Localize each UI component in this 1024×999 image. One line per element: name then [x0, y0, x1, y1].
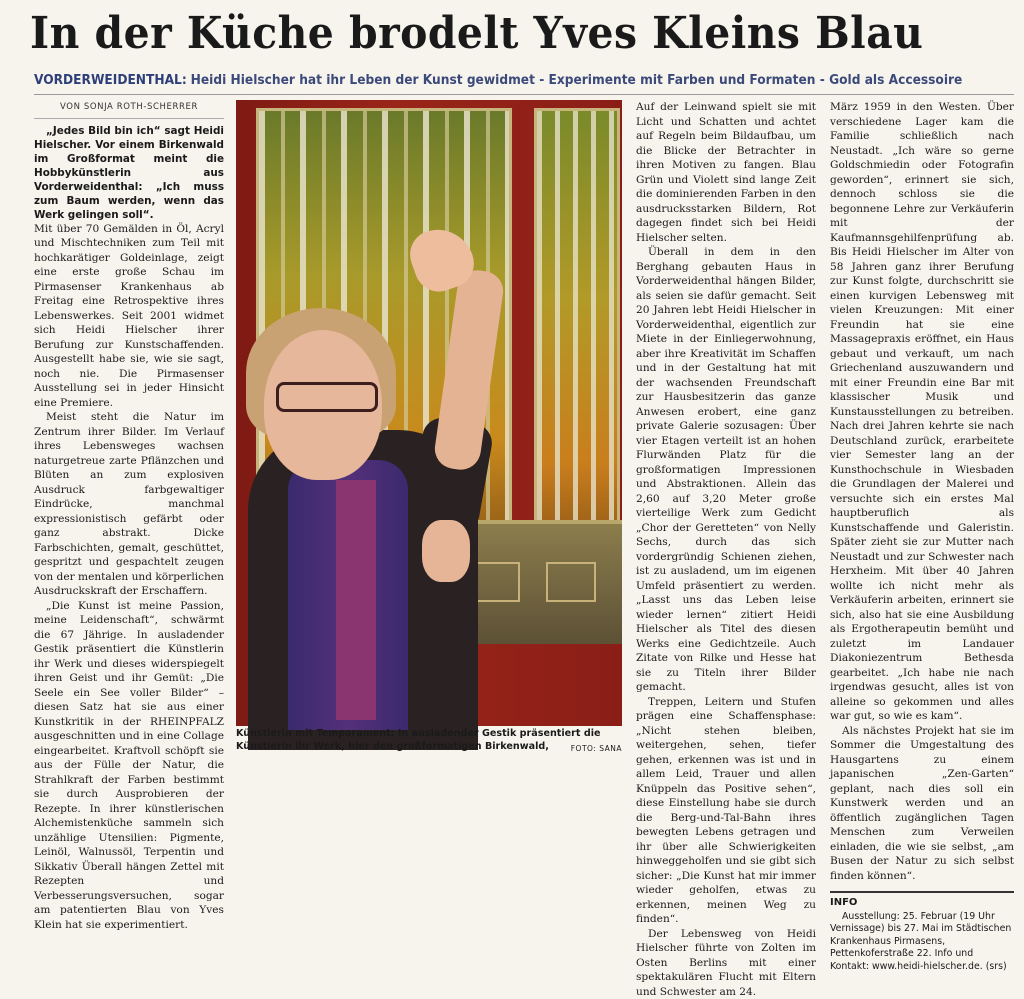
photo-caption	[236, 728, 622, 755]
artist-glasses	[276, 382, 378, 412]
col3-paragraph-4: Der Lebensweg von Heidi Hielscher führte von Zolten im Osten Berlins mit einer spektakulären Flucht mit Eltern und Schwester am 24.	[636, 927, 816, 999]
painting-birch-forest-right	[534, 108, 620, 584]
article-photo	[236, 100, 622, 726]
column-1	[34, 100, 224, 760]
column-4	[830, 100, 1014, 770]
artist-fist	[422, 520, 470, 582]
col1-paragraph-3: „Die Kunst ist meine Passion, meine Leidenschaft“, schwärmt die 67 Jährige. In ausladender Gestik präsentiert die Künstlerin ihr Werk und dieses widerspiegelt ihren Geist und ihr Gemüt: „Die Seele ein See voller Bilder“ – diesen Satz hat sie aus einer Kunstkritik in der RHEINPFALZ ausgeschnitten und in eine Collage eingearbeitet. Kraftvoll schöpft sie aus der Fülle der Natur, die Strahlkraft der Farben bestimmt sie durch Ausprobieren der Rezepte. In ihrer künstlerischen Alchemistenküche sammeln sich unzählige Utensilien: Pigmente, Leinöl, Walnussöl, Terpentin und Sikkativ Überall hängen Zettel mit Rezepten und Verbesserungsversuchen, sogar am patentierten Blau von Yves Klein hat sie experimentiert.	[34, 599, 224, 933]
info-heading: INFO	[830, 891, 1014, 911]
kicker-place: VORDERWEIDENTHAL:	[34, 73, 187, 88]
col1-paragraph-1: Mit über 70 Gemälden in Öl, Acryl und Mischtechniken zum Teil mit hochkarätiger Goldeinlage, zeigt eine erste große Schau im Pirmasenser Krankenhaus ab Freitag eine Retrospektive ihres Lebenswerkes. Seit 2001 widmet sich Heidi Hielscher ihrer Berufung zur Kunstschaffenden. Ausgestellt habe sie, wie sie sagt, noch nie. Die Pirmasenser Ausstellung sei in jeder Hinsicht eine Premiere.	[34, 222, 224, 411]
kicker-text: Heidi Hielscher hat ihr Leben der Kunst gewidmet - Experimente mit Farben und Formaten - Gold als Accessoire	[191, 73, 963, 88]
painting-gold-panel	[456, 520, 622, 644]
col4-paragraph-1: März 1959 in den Westen. Über verschiedene Lager kam die Familie schließlich nach Neustadt. „Ich wäre so gerne Goldschmiedin oder Fotografin geworden“, erinnert sie sich, dennoch schloss sie die begonnene Lehre zur Verkäuferin mit der Kaufmannsgehilfenprüfung ab. Bis Heidi Hielscher im Alter von 58 Jahren ganz ihrer Berufung zur Kunst folgte, durchschritt sie einen kurvigen Lebensweg mit vielen Kreuzungen: Mit einer Freundin hat sie eine Massagepraxis eröffnet, ein Haus gebaut und verkauft, um nach Griechenland auszuwandern und mit einer Freundin eine Bar mit klassischer Musik und Kunstausstellungen zu betreiben. Nach drei Jahren kehrte sie nach Deutschland zurück, erarbeitete vier Semester lang an der Kunsthochschule in Wiesbaden die Grundlagen der Malerei und versuchte sich ein erstes Mal hauptberuflich als Kunstschaffende und Galeristin. Später zieht sie zur Mutter nach Neustadt und zur Schwester nach Herxheim. Mit über 40 Jahren wollte ich nicht mehr als Verkäuferin arbeiten, erinnert sie sich, also hat sie eine Ausbildung als Ergotherapeutin bemüht und zuletzt im Landauer Diakoniezentrum Bethesda gearbeitet. „Ich habe nie nach irgendwas gesucht, alles ist von alleine so gekommen und alles war gut, so wie es kam“.	[830, 100, 1014, 724]
photo-credit: FOTO: SANA	[571, 743, 622, 756]
col4-paragraph-2: Als nächstes Projekt hat sie im Sommer die Umgestaltung des Hausgartens zu einem japanischen „Zen-Garten“ geplant, nach dies soll ein Kunstwerk werden und an öffentlich zugänglichen Tagen Menschen zum Verweilen einladen, die wie sie selbst, „am Busen der Natur zu sich selbst finden können“.	[830, 724, 1014, 884]
col1-paragraph-2: Meist steht die Natur im Zentrum ihrer Bilder. Im Verlauf ihres Lebensweges wachsen naturgetreue zarte Pflänzchen und Blüten an zum explosiven Ausdruck farbgewaltiger Eindrücke, manchmal expressionistisch gefärbt oder ganz abstrakt. Dicke Farbschichten, gemalt, geschüttet, gespritzt und gespachtelt zeugen von der mentalen und körperlichen Ausdruckskraft der Erschaffern.	[34, 410, 224, 599]
byline: VON SONJA ROTH-SCHERRER	[34, 100, 224, 119]
article-lead: „Jedes Bild bin ich“ sagt Heidi Hielscher. Vor einem Birkenwald im Großformat meint die Hobbykünstlerin aus Vorderweidenthal: „Ich muss zum Baum werden, wenn das Werk gelingen soll“.	[34, 124, 224, 222]
caption-text: Künstlerin mit Temparament: In ausladender Gestik präsentiert die Künstlerin ihr Werk, hier den großformatigen Birkenwald,	[236, 728, 601, 752]
col3-paragraph-2: Überall in dem in den Berghang gebauten Haus in Vorderweidenthal hängen Bilder, als seien sie dafür gemacht. Seit 20 Jahren lebt Heidi Hielscher in Vorderweidenthal, eigentlich zur Miete in der Einliegerwohnung, aber ihre Kreativität im Schaffen und in der Gestaltung hat mit der wachsenden Freundschaft zur Hausbesitzerin das ganze Anwesen erobert, eine ganz private Galerie sozusagen: Über vier Etagen verteilt ist an hohen Flurwänden Platz für die großformatigen Impressionen und Abstraktionen. Allein das 2,60 auf 3,20 Meter große vierteilige Werk zum Gedicht „Chor der Geretteten“ von Nelly Sechs, durch das sich vordergründig Schienen ziehen, ist zu ausladend, um im eigenen Umfeld präsentiert zu werden. „Lasst uns das Leben leise wieder lernen“ zitiert Heidi Hielscher als Titel des diesen Werks eine Gedichtzeile. Auch Zitate von Rilke und Hesse hat sie zu Titeln ihrer Bilder gemacht.	[636, 245, 816, 695]
article-kicker	[34, 72, 965, 89]
article-headline: In der Küche brodelt Yves Kleins Blau	[30, 6, 941, 62]
artist-scarf-inner	[336, 480, 376, 720]
info-text: Ausstellung: 25. Februar (19 Uhr Vernissage) bis 27. Mai im Städtischen Krankenhaus Pirmasens, Pettenkoferstraße 22. Info und Kontakt: www.heidi-hielscher.de. (srs)	[830, 911, 1014, 974]
col3-paragraph-1: Auf der Leinwand spielt sie mit Licht und Schatten und achtet auf Regeln beim Bildaufbau, um die Blicke der Betrachter in ihren Motiven zu fangen. Blau Grün und Violett sind lange Zeit die dominierenden Farben in den ausdrucksstarken Bildern, Rot dagegen findet sich bei Heidi Hielscher selten.	[636, 100, 816, 245]
kicker-rule	[34, 94, 1014, 95]
col3-paragraph-3: Treppen, Leitern und Stufen prägen eine Schaffensphase: „Nicht stehen bleiben, weitergehen, sehen, tiefer gehen, erkennen was ist und in allem Leid, Trauer und allen Knüppeln das Positive sehen“, diese Einstellung habe sie durch die Berg-und-Tal-Bahn ihres bewegten Lebens getragen und ihr über alle Schwierigkeiten hinweggeholfen und sie gibt sich sicher: „Die Kunst hat mir immer wieder geholfen, etwas zu erkennen, meinen Weg zu finden“.	[636, 695, 816, 927]
column-3	[636, 100, 816, 760]
